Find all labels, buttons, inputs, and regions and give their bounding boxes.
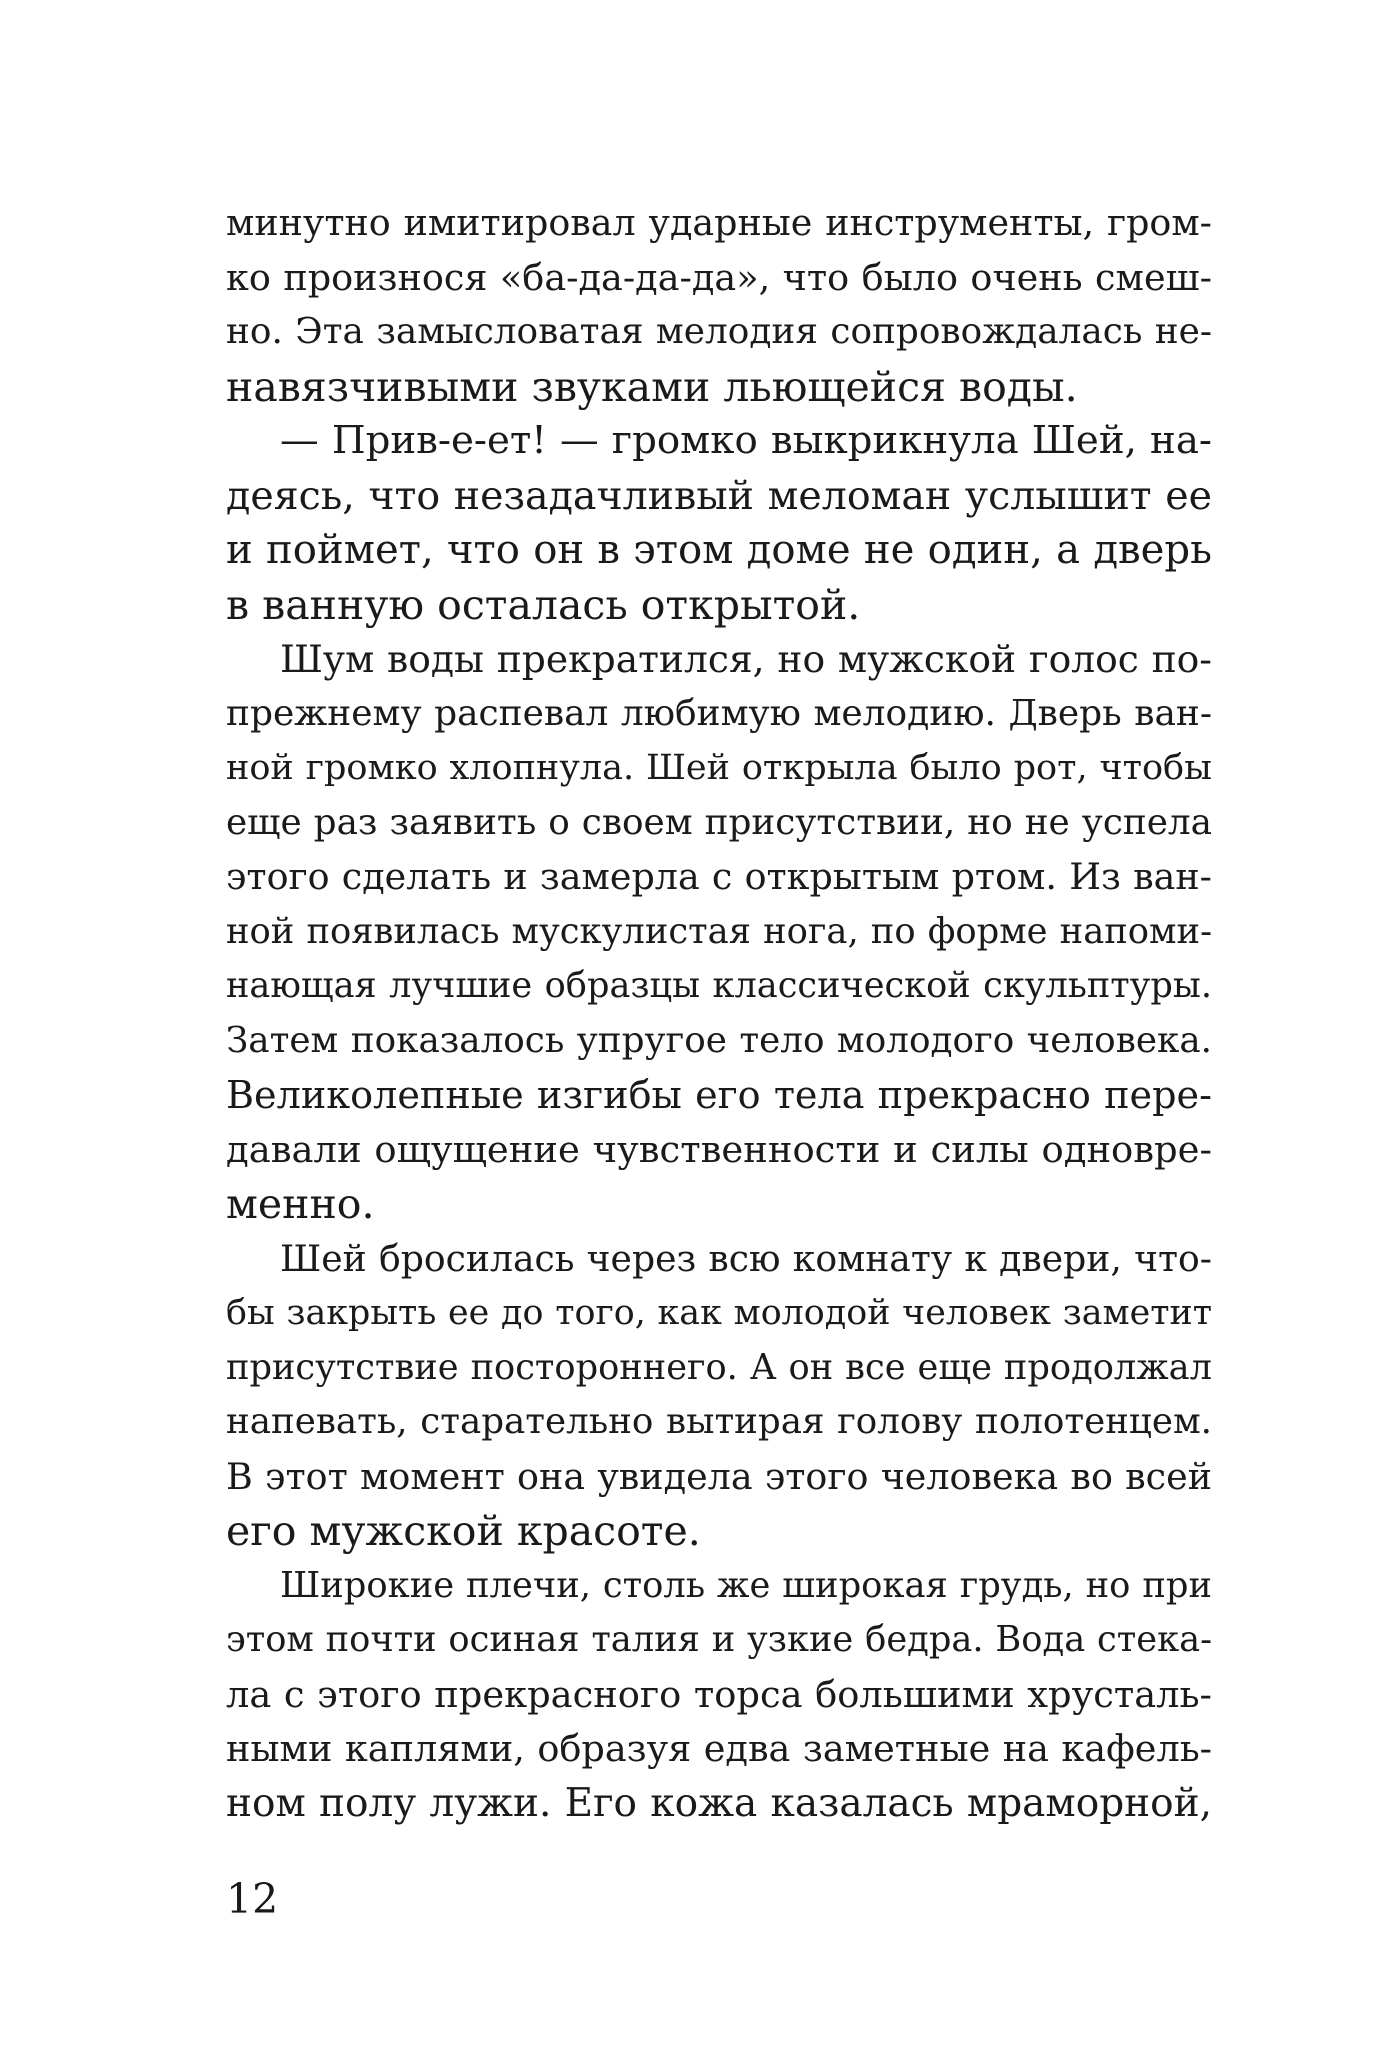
text-line: Шей бросилась через всю комнату к двери, что- xyxy=(280,1236,1212,1280)
text-line: и поймет, что он в этом доме не один, а дверь xyxy=(226,527,1212,573)
text-line: нающая лучшие образцы классической скульптуры. xyxy=(226,965,1212,1006)
text-line: — Прив-е-ет! — громко выкрикнула Шей, на- xyxy=(280,418,1212,463)
text-line: еще раз заявить о своем присутствии, но не успела xyxy=(226,801,1212,843)
page-number: 12 xyxy=(226,1875,279,1923)
text-line: давали ощущение чувственности и силы одновре- xyxy=(226,1127,1212,1171)
text-line: Великолепные изгибы его тела прекрасно пере- xyxy=(226,1073,1212,1117)
text-line: Широкие плечи, столь же широкая грудь, но при xyxy=(280,1564,1212,1606)
text-line: минутно имитировал ударные инструменты, гром- xyxy=(226,201,1212,244)
text-line: Шум воды прекратился, но мужской голос по- xyxy=(280,637,1212,681)
book-page xyxy=(226,0,1212,2067)
text-line: менно. xyxy=(226,1180,375,1228)
text-line: в ванную осталась открытой. xyxy=(226,580,861,629)
text-line: навязчивыми звуками льющейся воды. xyxy=(226,362,1078,411)
text-line: присутствие постороннего. А он все еще продолжал xyxy=(226,1346,1212,1388)
text-line: напевать, старательно вытирая голову полотенцем. xyxy=(226,1401,1212,1442)
text-line: его мужской красоте. xyxy=(226,1507,701,1555)
text-line: ла с этого прекрасного торса большими хрусталь- xyxy=(226,1672,1212,1716)
text-line: ко произнося «ба-да-да-да», что было очень смеш- xyxy=(226,255,1212,299)
text-line: ной появилась мускулистая нога, по форме напоми- xyxy=(226,910,1212,952)
text-line: В этот момент она увидела этого человека во всей xyxy=(226,1454,1212,1498)
text-line: но. Эта замысловатая мелодия сопровождалась не- xyxy=(226,311,1212,352)
text-line: ными каплями, образуя едва заметные на кафель- xyxy=(226,1727,1212,1770)
text-line: деясь, что незадачливый меломан услышит ее xyxy=(226,472,1212,519)
text-line: Затем показалось упругое тело молодого человека. xyxy=(226,1019,1212,1061)
text-line: прежнему распевал любимую мелодию. Дверь ван- xyxy=(226,692,1212,734)
text-line: ном полу лужи. Его кожа казалась мраморной, xyxy=(226,1780,1212,1826)
text-line: ной громко хлопнула. Шей открыла было рот, чтобы xyxy=(226,747,1212,788)
text-line: бы закрыть ее до того, как молодой человек заметит xyxy=(226,1293,1212,1333)
text-line: этого сделать и замерла с открытым ртом. Из ван- xyxy=(226,855,1212,898)
body-text xyxy=(226,196,1212,1831)
text-line: этом почти осиная талия и узкие бедра. Вода стека- xyxy=(226,1619,1212,1660)
